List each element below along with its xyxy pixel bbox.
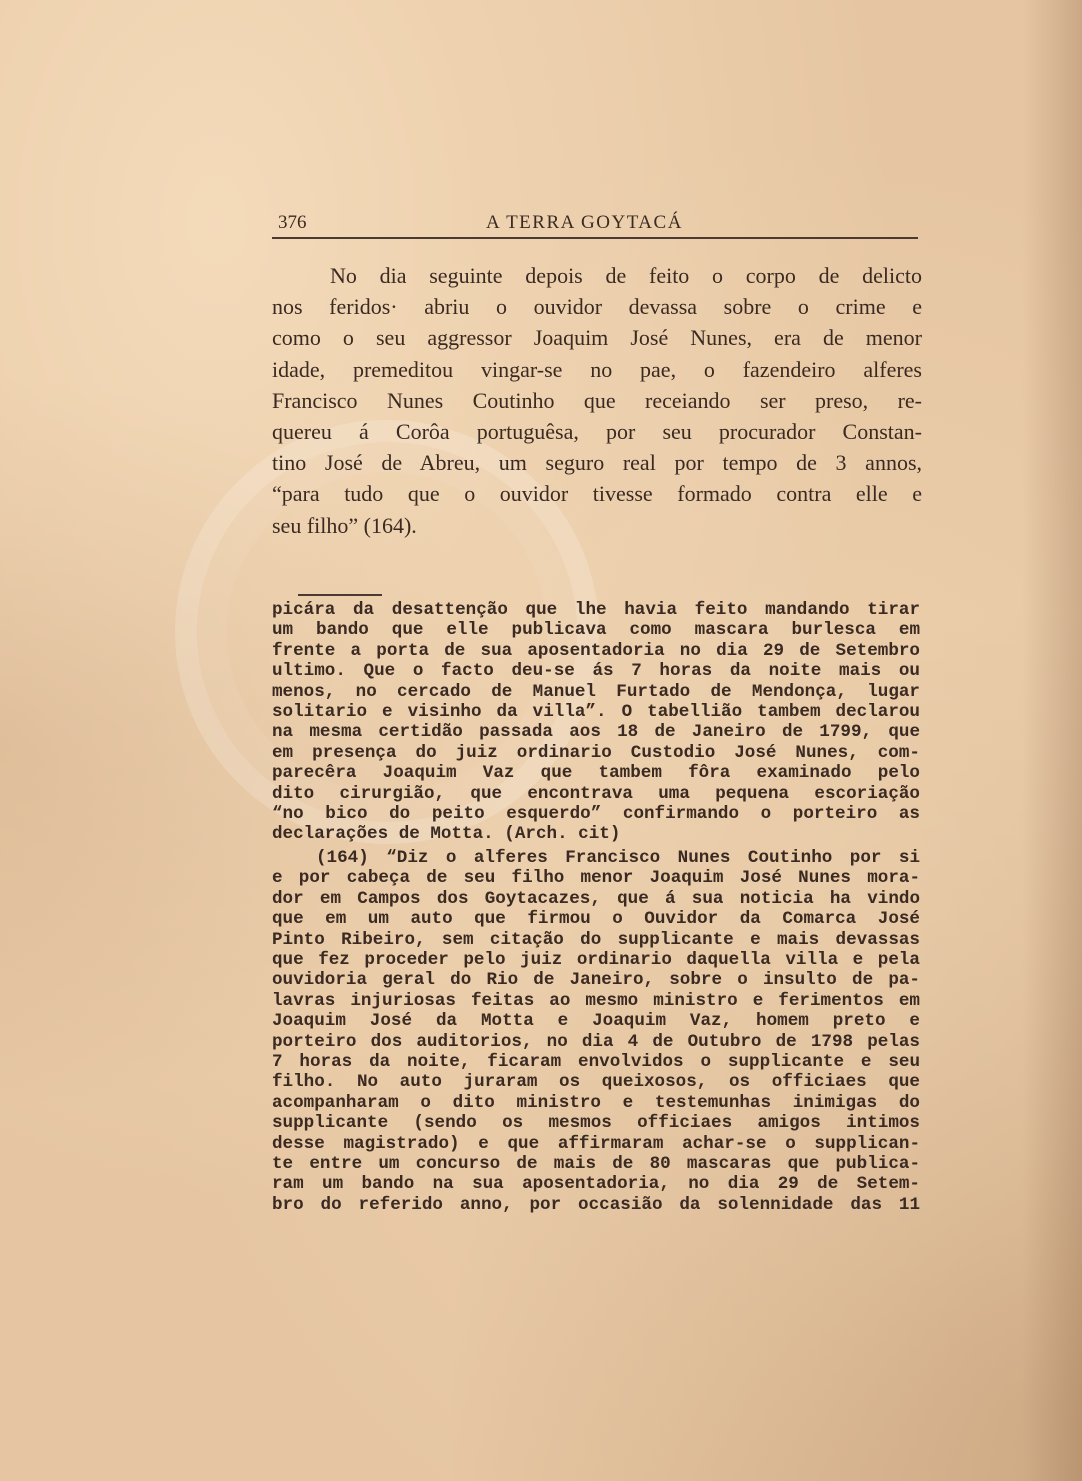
footnote-line: declarações de Motta. (Arch. cit): [272, 824, 621, 845]
footnote-line: que fez proceder pelo juiz ordinario daquella villa e pela: [272, 949, 920, 970]
footnote-line: Pinto Ribeiro, sem citação do supplicante e mais devassas: [272, 929, 920, 950]
footnote-line: bro do referido anno, por occasião da solennidade das 11: [272, 1194, 920, 1215]
page-number: 376: [278, 212, 307, 233]
footnote-line: um bando que elle publicava como mascara burlesca em: [272, 620, 920, 641]
footnote-line: dito cirurgião, que encontrava uma pequena escoriação: [272, 783, 920, 804]
footnote-line: solitario e visinho da villa”. O tabellião tambem declarou: [272, 702, 920, 723]
body-line: “para tudo que o ouvidor tivesse formado contra elle e: [272, 481, 922, 507]
footnote-line: te entre um concurso de mais de 80 mascaras que publica-: [272, 1153, 920, 1174]
footnote-line: em presença do juiz ordinario Custodio José Nunes, com-: [272, 742, 920, 763]
footnote-continuation: [272, 600, 920, 845]
body-line: tino José de Abreu, um seguro real por tempo de 3 annos,: [272, 450, 922, 476]
running-title: A TERRA GOYTACÁ: [486, 212, 683, 233]
footnote-line: lavras injuriosas feitas ao mesmo ministro e ferimentos em: [272, 990, 920, 1011]
footnote-line: e por cabeça de seu filho menor Joaquim José Nunes mora-: [272, 868, 920, 889]
footnote-line: ram um bando na sua aposentadoria, no dia 29 de Setem-: [272, 1174, 920, 1195]
body-line: idade, premeditou vingar-se no pae, o fazendeiro alferes: [272, 356, 922, 382]
body-line: Francisco Nunes Coutinho que receiando ser preso, re-: [272, 387, 922, 413]
body-line: No dia seguinte depois de feito o corpo de delicto: [330, 263, 922, 288]
page-edge-shadow: [1022, 0, 1082, 1481]
footnote-line: ultimo. Que o facto deu-se ás 7 horas da noite mais ou: [272, 661, 920, 682]
footnote-line: porteiro dos auditorios, no dia 4 de Outubro de 1798 pelas: [272, 1031, 920, 1052]
footnote-line: ouvidoria geral do Rio de Janeiro, sobre o insulto de pa-: [272, 970, 920, 991]
footnote-line: parecêra Joaquim Vaz que tambem fôra examinado pelo: [272, 763, 920, 784]
footnote-line: (164) “Diz o alferes Francisco Nunes Coutinho por si: [316, 847, 920, 868]
footnote-divider: [298, 594, 382, 596]
body-line: quereu á Corôa portuguêsa, por seu procurador Constan-: [272, 419, 922, 445]
footnote-line: 7 horas da noite, ficaram envolvidos o supplicante e seu: [272, 1051, 920, 1072]
footnote-line: desse magistrado) e que affirmaram achar-se o supplican-: [272, 1133, 920, 1154]
footnote-line: filho. No auto juraram os queixosos, os officiaes que: [272, 1072, 920, 1093]
footnote-line: “no bico do peito esquerdo” confirmando o porteiro as: [272, 804, 920, 825]
body-line: seu filho” (164).: [272, 512, 417, 538]
running-header: [272, 210, 918, 239]
footnote-line: supplicante (sendo os mesmos officiaes amigos intimos: [272, 1113, 920, 1134]
footnote-line: frente a porta de sua aposentadoria no dia 29 de Setembro: [272, 640, 920, 661]
footnote-line: Joaquim José da Motta e Joaquim Vaz, homem preto e: [272, 1011, 920, 1032]
main-paragraph: [272, 260, 922, 541]
footnotes-block: [272, 600, 920, 1215]
footnote-line: picára da desattenção que lhe havia feito mandando tirar: [272, 600, 920, 620]
body-line: nos feridos· abriu o ouvidor devassa sobre o crime e: [272, 294, 922, 320]
footnote-line: dor em Campos dos Goytacazes, que á sua noticia ha vindo: [272, 888, 920, 909]
body-line: como o seu aggressor Joaquim José Nunes, era de menor: [272, 325, 922, 351]
footnote-164: [272, 848, 920, 1215]
footnote-line: que em um auto que firmou o Ouvidor da Comarca José: [272, 909, 920, 930]
footnote-line: na mesma certidão passada aos 18 de Janeiro de 1799, que: [272, 722, 920, 743]
footnote-line: menos, no cercado de Manuel Furtado de Mendonça, lugar: [272, 681, 920, 702]
footnote-line: acompanharam o dito ministro e testemunhas inimigas do: [272, 1092, 920, 1113]
